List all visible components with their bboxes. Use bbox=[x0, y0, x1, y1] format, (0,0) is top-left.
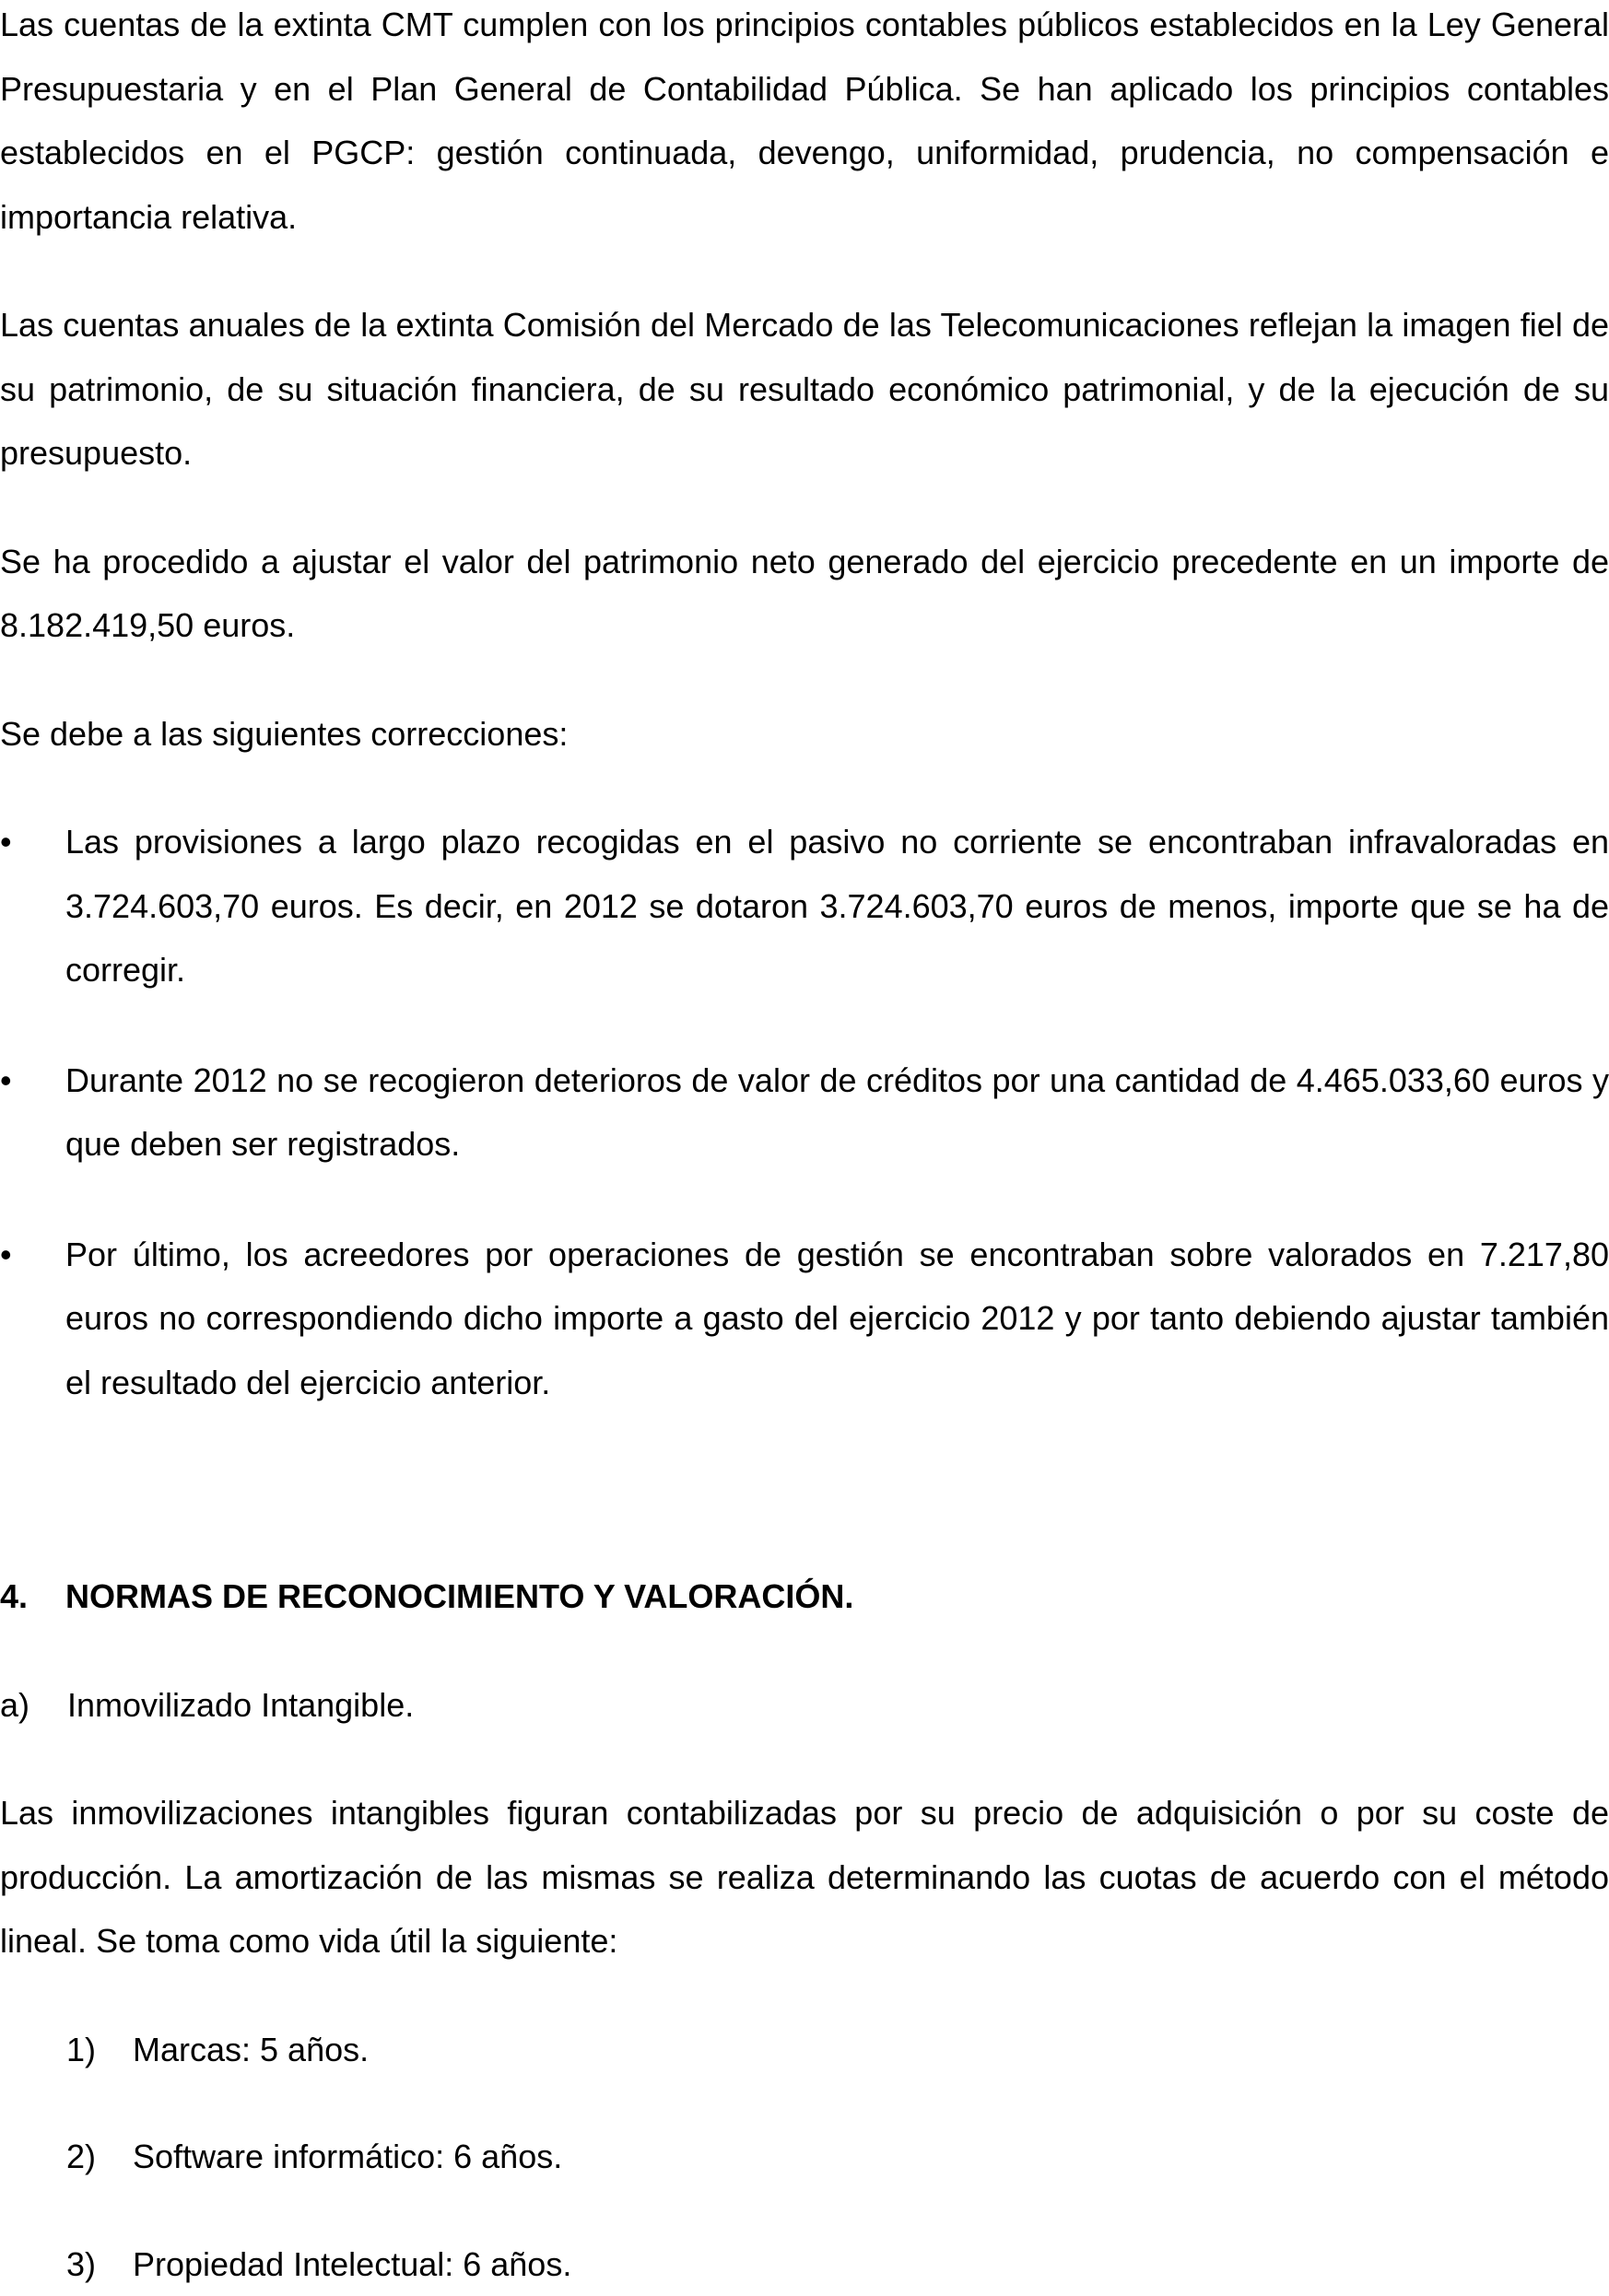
list-item-text: Marcas: 5 años. bbox=[133, 2018, 369, 2082]
bullet-icon: • bbox=[0, 1048, 18, 1113]
paragraph-equity-adjustment: Se ha procedido a ajustar el valor del patrimonio neto generado del ejercicio precedente en un importe de 8.182.419,50 euros. bbox=[0, 530, 1609, 658]
section-number: 4. bbox=[0, 1564, 65, 1629]
section-title: NORMAS DE RECONOCIMIENTO Y VALORACIÓN. bbox=[65, 1564, 853, 1629]
list-item bbox=[0, 810, 1609, 1002]
list-item-text: Propiedad Intelectual: 6 años. bbox=[133, 2232, 571, 2296]
list-item bbox=[0, 1048, 1609, 1177]
paragraph-accounting-principles: Las cuentas de la extinta CMT cumplen con los principios contables públicos establecidos en la Ley General Presupuestaria y en el Plan General de Contabilidad Pública. Se han aplicado los principios contables establecidos en el PGCP: gestión continuada, devengo, uniformidad, prudencia, no compensación e importancia relativa. bbox=[0, 0, 1609, 249]
paragraph-intangible-assets: Las inmovilizaciones intangibles figuran contabilizadas por su precio de adquisición o por su coste de producción. La amortización de las mismas se realiza determinando las cuotas de acuerdo con el método lineal. Se toma como vida útil la siguiente: bbox=[0, 1781, 1609, 1974]
list-item bbox=[0, 2125, 1609, 2189]
list-item bbox=[0, 2232, 1609, 2296]
subsection-letter: a) bbox=[0, 1673, 67, 1738]
paragraph-corrections-intro: Se debe a las siguientes correcciones: bbox=[0, 702, 1609, 767]
list-item-text: Durante 2012 no se recogieron deterioros de valor de créditos por una cantidad de 4.465.033,60 euros y que deben ser registrados. bbox=[65, 1061, 1609, 1164]
list-item bbox=[0, 2018, 1609, 2082]
bullet-icon: • bbox=[0, 1223, 18, 1287]
subsection-title: Inmovilizado Intangible. bbox=[67, 1673, 414, 1738]
section-heading bbox=[0, 1564, 1609, 1629]
bullet-icon: • bbox=[0, 810, 18, 874]
list-item-text: Por último, los acreedores por operaciones de gestión se encontraban sobre valorados en 7.217,80 euros no correspondiendo dicho importe a gasto del ejercicio 2012 y por tanto debiendo ajustar también el resultado del ejercicio anterior. bbox=[65, 1236, 1609, 1401]
list-item-index: 3) bbox=[66, 2232, 133, 2296]
subsection-heading bbox=[0, 1673, 1609, 1738]
list-item bbox=[0, 1223, 1609, 1415]
list-item-index: 1) bbox=[66, 2018, 133, 2082]
list-item-index: 2) bbox=[66, 2125, 133, 2189]
list-item-text: Software informático: 6 años. bbox=[133, 2125, 562, 2189]
paragraph-true-image: Las cuentas anuales de la extinta Comisión del Mercado de las Telecomunicaciones reflejan la imagen fiel de su patrimonio, de su situación financiera, de su resultado económico patrimonial, y de la ejecución de su presupuesto. bbox=[0, 293, 1609, 486]
corrections-list bbox=[0, 810, 1609, 1414]
list-item-text: Las provisiones a largo plazo recogidas en el pasivo no corriente se encontraban infravaloradas en 3.724.603,70 euros. Es decir, en 2012 se dotaron 3.724.603,70 euros de menos, importe que se ha de corregir. bbox=[65, 823, 1609, 989]
useful-life-list bbox=[0, 2018, 1609, 2296]
